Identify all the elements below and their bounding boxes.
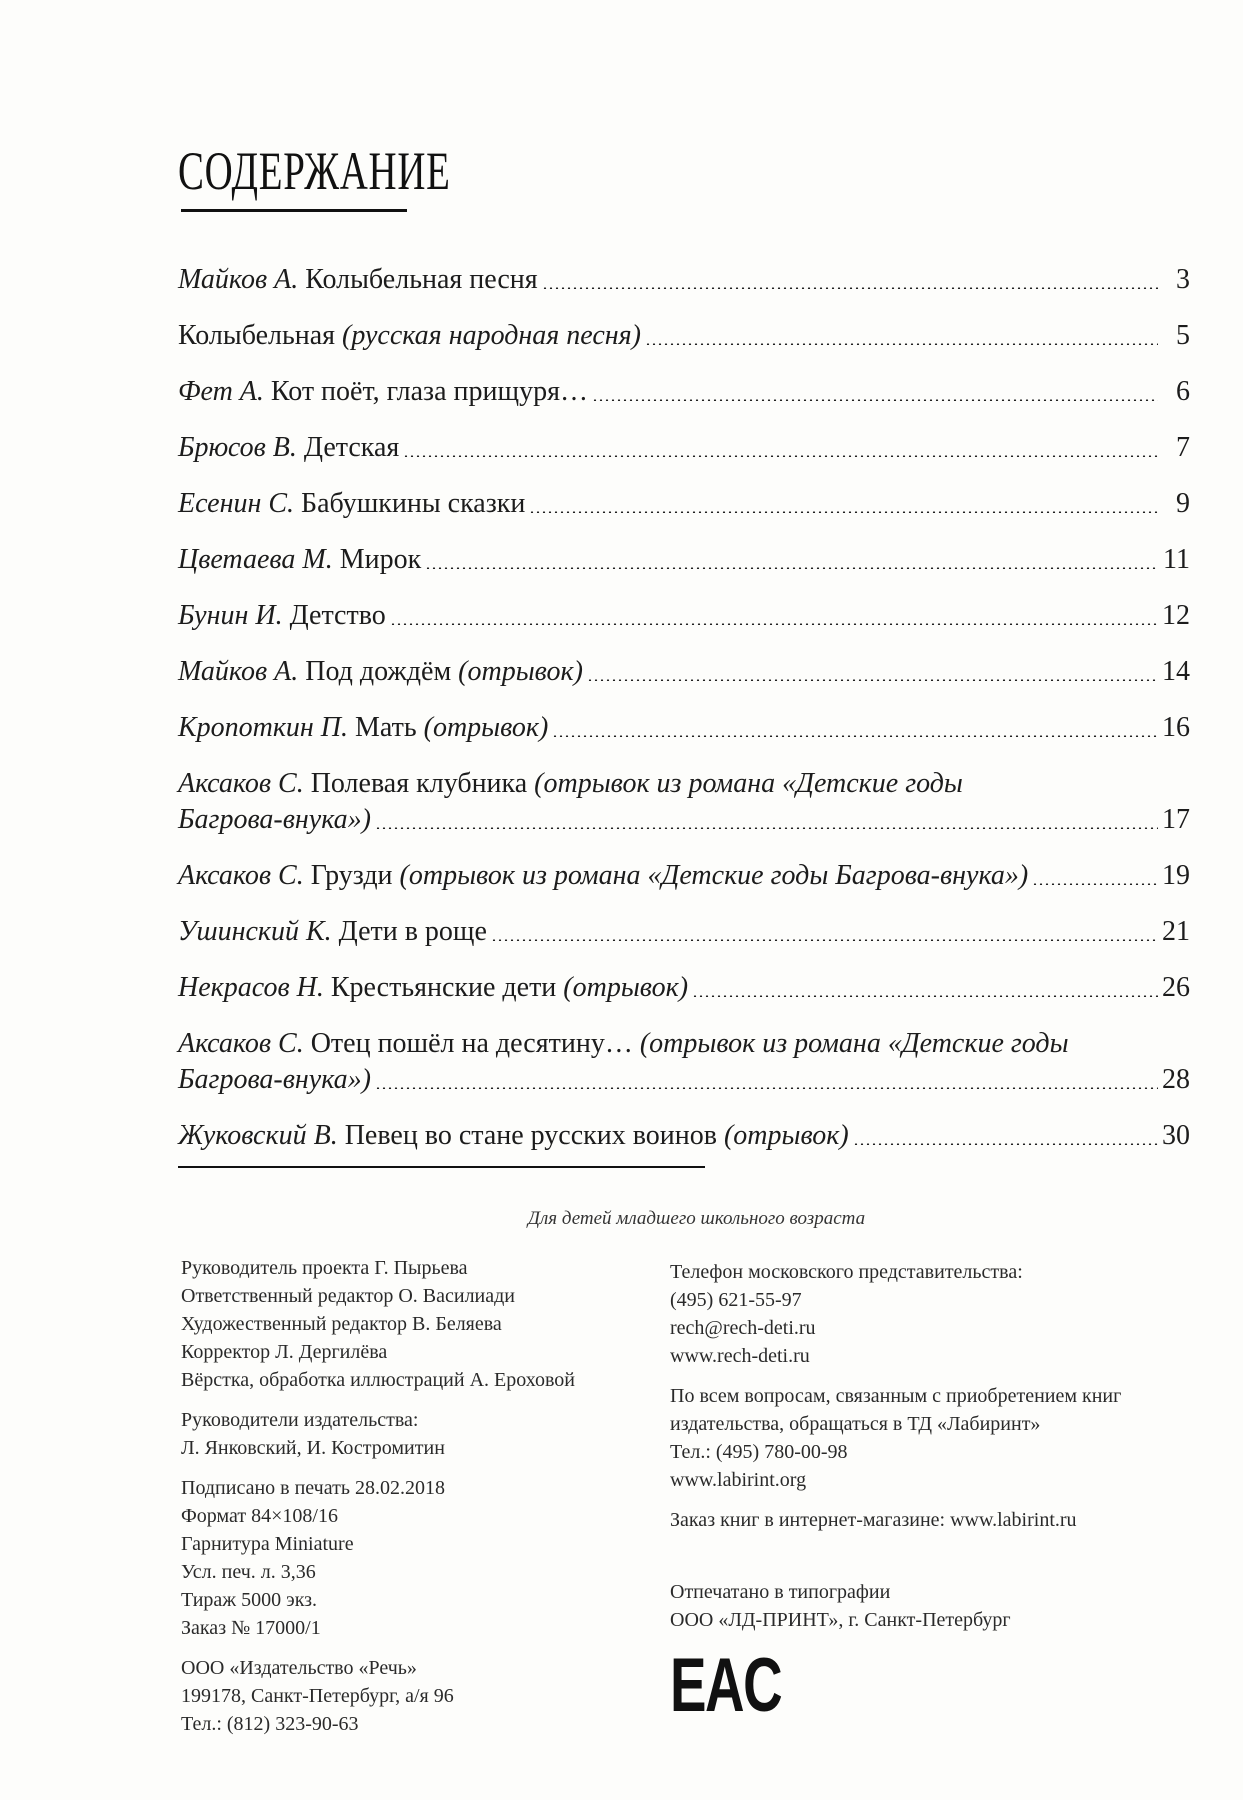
toc-author: Есенин С.	[178, 488, 295, 519]
toc-author: Фет А.	[178, 376, 264, 407]
toc-title: Крестьянские дети	[330, 972, 557, 1003]
toc-note: (русская народная песня)	[342, 320, 642, 351]
toc-page-number: 28	[1162, 1064, 1190, 1095]
toc-title: Грузди	[310, 860, 393, 891]
toc-page-number: 12	[1162, 600, 1190, 631]
imprint-line: Корректор Л. Дергилёва	[181, 1341, 388, 1363]
toc-author: Кропоткин П.	[178, 712, 349, 743]
imprint-line: ООО «Издательство «Речь»	[181, 1657, 417, 1679]
toc-author: Брюсов В.	[178, 432, 297, 463]
toc-page-number: 5	[1176, 320, 1190, 351]
toc-page-number: 3	[1176, 264, 1190, 295]
imprint-line: Телефон московского представительства:	[670, 1261, 1023, 1283]
toc-note: (отрывок из романа «Детские годы Багрова-внука»)	[399, 860, 1029, 891]
toc-author: Майков А.	[178, 264, 299, 295]
toc-author: Жуковский В.	[178, 1120, 338, 1151]
imprint-line: По всем вопросам, связанным с приобретением книг	[670, 1385, 1122, 1407]
toc-entry	[178, 1026, 1190, 1098]
toc-note: (отрывок из романа «Детские годы	[639, 1028, 1069, 1059]
toc-note: (отрывок)	[563, 972, 689, 1003]
toc-page-number: 7	[1176, 432, 1190, 463]
dot-leader	[542, 287, 1158, 289]
toc-entry	[178, 914, 1190, 950]
toc-title: Дети в роще	[338, 916, 487, 947]
toc-title: Колыбельная песня	[305, 264, 538, 295]
imprint-line: Ответственный редактор О. Василиади	[181, 1285, 516, 1307]
toc-note: (отрывок из романа «Детские годы	[534, 768, 963, 799]
page-title: СОДЕРЖАНИЕ	[178, 141, 451, 201]
imprint-line: Руководители издательства:	[181, 1409, 419, 1431]
toc-title: Детство	[289, 600, 386, 631]
imprint-line: Тел.: (495) 780-00-98	[670, 1441, 848, 1463]
toc-author: Аксаков С.	[178, 1028, 304, 1059]
imprint-line: 199178, Санкт-Петербург, а/я 96	[181, 1685, 454, 1707]
dot-leader	[587, 679, 1158, 681]
toc-divider	[178, 1166, 705, 1168]
age-note: Для детей младшего школьного возраста	[527, 1208, 866, 1229]
toc-title: Кот поёт, глаза прищуря…	[270, 376, 588, 407]
toc-note: (отрывок)	[458, 656, 583, 687]
table-of-contents	[178, 262, 1190, 1174]
toc-author: Бунин И.	[178, 600, 283, 631]
imprint-line: rech@rech-deti.ru	[670, 1317, 816, 1339]
toc-title: Певец во стане русских воинов	[344, 1120, 717, 1151]
imprint-line: Подписано в печать 28.02.2018	[181, 1477, 445, 1499]
toc-title: Мирок	[339, 544, 422, 575]
imprint-line: www.rech-deti.ru	[670, 1345, 810, 1367]
imprint-line: Тираж 5000 экз.	[181, 1589, 318, 1611]
toc-note: Багрова-внука»)	[178, 1064, 371, 1095]
online-order	[670, 1506, 1121, 1534]
dot-leader	[390, 623, 1158, 625]
toc-author: Ушинский К.	[178, 916, 332, 947]
toc-author: Аксаков С.	[178, 860, 304, 891]
toc-title: Под дождём	[305, 656, 452, 687]
dot-leader	[403, 455, 1158, 457]
dot-leader	[1032, 883, 1158, 885]
toc-entry	[178, 318, 1190, 354]
toc-author: Некрасов Н.	[178, 972, 324, 1003]
toc-page-number: 30	[1162, 1120, 1190, 1151]
print-specs	[181, 1474, 575, 1642]
moscow-contacts	[670, 1258, 1121, 1370]
imprint-line: Усл. печ. л. 3,36	[181, 1561, 316, 1583]
toc-page-number: 11	[1163, 544, 1190, 575]
toc-entry	[178, 374, 1190, 410]
toc-entry	[178, 858, 1190, 894]
toc-author: Цветаева М.	[178, 544, 333, 575]
imprint-line: Заказ № 17000/1	[181, 1617, 321, 1639]
dot-leader	[592, 399, 1158, 401]
printer-info	[670, 1578, 1121, 1634]
dot-leader	[491, 939, 1158, 941]
toc-author: Майков А.	[178, 656, 299, 687]
imprint-line: издательства, обращаться в ТД «Лабиринт»	[670, 1413, 1041, 1435]
imprint-line: (495) 621-55-97	[670, 1289, 802, 1311]
imprint-line: Руководитель проекта Г. Пырьева	[181, 1257, 468, 1279]
toc-title: Отец пошёл на десятину…	[310, 1028, 633, 1059]
dot-leader	[692, 995, 1158, 997]
toc-page-number: 9	[1176, 488, 1190, 519]
dot-leader	[529, 511, 1158, 513]
toc-entry	[178, 970, 1190, 1006]
toc-page-number: 14	[1162, 656, 1190, 687]
toc-note: Багрова-внука»)	[178, 804, 371, 835]
labirint-contacts	[670, 1382, 1121, 1494]
toc-page-number: 16	[1162, 712, 1190, 743]
eac-mark: EAC	[670, 1643, 782, 1728]
imprint-line: www.labirint.org	[670, 1469, 807, 1491]
toc-author: Аксаков С.	[178, 768, 304, 799]
toc-page-number: 26	[1162, 972, 1190, 1003]
dot-leader	[853, 1143, 1158, 1145]
dot-leader	[375, 827, 1158, 829]
imprint-line: Тел.: (812) 323-90-63	[181, 1713, 359, 1735]
imprint-line: Формат 84×108/16	[181, 1505, 338, 1527]
title-underline	[181, 209, 407, 212]
staff-list	[181, 1254, 575, 1394]
toc-page-number: 6	[1176, 376, 1190, 407]
toc-entry	[178, 766, 1190, 838]
imprint-line: Гарнитура Miniature	[181, 1533, 354, 1555]
toc-entry	[178, 1118, 1190, 1154]
imprint-line: Л. Янковский, И. Костромитин	[181, 1437, 445, 1459]
imprint-line: Заказ книг в интернет-магазине: www.labirint.ru	[670, 1509, 1077, 1531]
toc-page-number: 19	[1162, 860, 1190, 891]
toc-title: Бабушкины сказки	[301, 488, 526, 519]
dot-leader	[425, 567, 1158, 569]
dot-leader	[645, 343, 1158, 345]
toc-entry	[178, 542, 1190, 578]
toc-note: (отрывок)	[423, 712, 549, 743]
toc-title: Детская	[303, 432, 400, 463]
toc-title: Мать	[355, 712, 417, 743]
toc-title: Полевая клубника	[310, 768, 528, 799]
imprint-right	[670, 1258, 1121, 1646]
imprint-line: Художественный редактор В. Беляева	[181, 1313, 502, 1335]
imprint-line: Вёрстка, обработка иллюстраций А. Ероховой	[181, 1369, 575, 1391]
toc-entry	[178, 598, 1190, 634]
imprint-line: Отпечатано в типографии	[670, 1581, 891, 1603]
toc-entry	[178, 654, 1190, 690]
dot-leader	[552, 735, 1158, 737]
imprint-line: ООО «ЛД-ПРИНТ», г. Санкт-Петербург	[670, 1609, 1011, 1631]
toc-page-number: 17	[1162, 804, 1190, 835]
toc-entry	[178, 710, 1190, 746]
toc-entry	[178, 486, 1190, 522]
imprint-left	[181, 1254, 575, 1750]
dot-leader	[375, 1087, 1158, 1089]
publisher-address	[181, 1654, 575, 1738]
publisher-heads	[181, 1406, 575, 1462]
toc-page-number: 21	[1162, 916, 1190, 947]
toc-entry	[178, 262, 1190, 298]
toc-note: (отрывок)	[723, 1120, 849, 1151]
toc-entry	[178, 430, 1190, 466]
toc-title: Колыбельная	[178, 320, 336, 351]
